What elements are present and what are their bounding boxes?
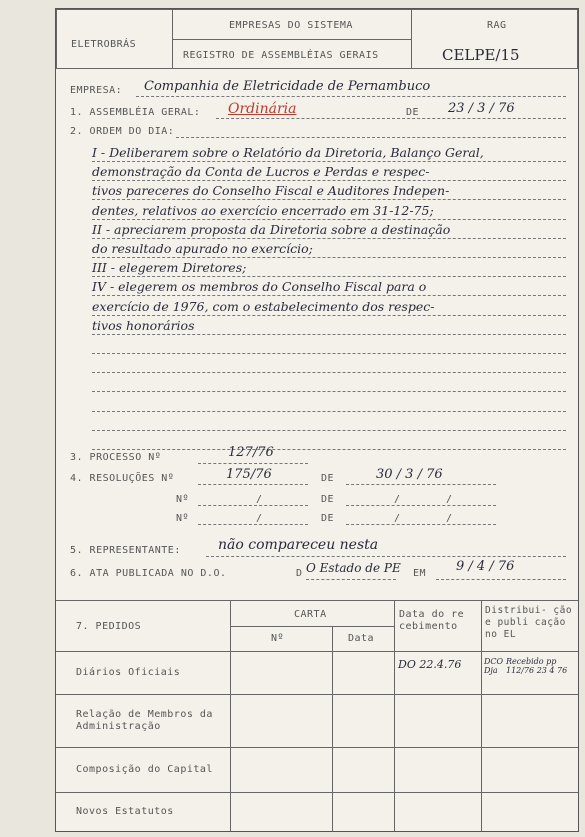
- pedidos-label: 7. PEDIDOS: [76, 621, 142, 632]
- resolucao-2-sep-a: /: [394, 494, 401, 505]
- pedido-row-label: Composição do Capital: [76, 763, 213, 775]
- carta-header: CARTA: [294, 609, 327, 620]
- registration-form: [55, 8, 579, 832]
- ordem-line: demonstração da Conta de Lucros e Perdas e respec-: [92, 164, 430, 180]
- resolucoes-label: 4. RESOLUÇÕES Nº: [70, 473, 175, 484]
- ordem-line: IV - elegerem os membros do Conselho Fiscal para o: [92, 279, 427, 295]
- resolucao-2-sep: /: [256, 494, 263, 505]
- system-cell: [172, 9, 412, 40]
- ordem-line: exercício de 1976, com o estabelecimento dos respec-: [92, 298, 435, 314]
- rag-value: CELPE/15: [442, 46, 520, 64]
- assembleia-de-label: DE: [406, 107, 420, 118]
- pedido-row-label: Relação de Membros da Administração: [76, 708, 213, 732]
- resolucao-2-de: DE: [321, 494, 335, 505]
- register-cell: [172, 39, 412, 69]
- resolucao-1-de: DE: [321, 473, 335, 484]
- ordem-line: III - elegerem Diretores;: [92, 260, 247, 276]
- ordem-line: I - Deliberarem sobre o Relatório da Diretoria, Balanço Geral,: [92, 145, 484, 160]
- org-cell: [56, 9, 173, 69]
- resolucao-3-de: DE: [321, 513, 335, 524]
- pedido-row-dist_a: DCO Dja: [484, 657, 504, 675]
- register-title: REGISTRO DE ASSEMBLÉIAS GERAIS: [183, 50, 379, 61]
- representante-value: não compareceu nesta: [218, 537, 379, 553]
- ordem-line: do resultado apurado no exercício;: [92, 241, 313, 256]
- resolucao-3-sep-b: /: [446, 513, 453, 524]
- resolucao-3-sep: /: [256, 513, 263, 524]
- resolucao-2-sep-b: /: [446, 494, 453, 505]
- recebimento-header: Data do re cebimento: [399, 609, 465, 632]
- ata-label: 6. ATA PUBLICADA NO D.O.: [70, 568, 227, 579]
- rag-cell: [411, 9, 578, 69]
- org-name: ELETROBRÁS: [71, 39, 137, 50]
- distribuicao-header: Distribui- ção e publi cação no EL: [485, 605, 573, 640]
- pedido-row-label: Diários Oficiais: [76, 666, 181, 678]
- empresa-label: EMPRESA:: [70, 85, 123, 96]
- ata-newspaper: O Estado de PE: [306, 561, 401, 575]
- processo-value: 127/76: [228, 445, 274, 460]
- resolucao-1-number: 175/76: [226, 467, 272, 482]
- processo-label: 3. PROCESSO Nº: [70, 452, 162, 463]
- pedido-row-label: Novos Estatutos: [76, 805, 174, 817]
- resolucao-1-date: 30 / 3 / 76: [376, 467, 443, 482]
- representante-label: 5. REPRESENTANTE:: [70, 545, 181, 556]
- resolucao-2-no: Nº: [176, 494, 190, 505]
- system-title: EMPRESAS DO SISTEMA: [229, 20, 353, 31]
- pedido-row-dist_b: Recebido pp 112/76 23 4 76: [506, 657, 568, 675]
- ordem-label: 2. ORDEM DO DIA:: [70, 126, 175, 137]
- resolucao-3-sep-a: /: [394, 513, 401, 524]
- ordem-line: II - apreciarem proposta da Diretoria sobre a destinação: [92, 221, 451, 237]
- ordem-line: dentes, relativos ao exercício encerrado em 31-12-75;: [92, 202, 434, 218]
- resolucao-3-no: Nº: [176, 513, 190, 524]
- carta-no-header: Nº: [271, 633, 285, 644]
- assembleia-date: 23 / 3 / 76: [448, 101, 515, 116]
- ordem-line: tivos honorários: [92, 317, 195, 333]
- empresa-value: Companhia de Eletricidade de Pernambuco: [144, 79, 431, 94]
- assembleia-label: 1. ASSEMBLÉIA GERAL:: [70, 107, 201, 118]
- ata-d-label: D: [296, 568, 303, 579]
- rag-label: RAG: [487, 20, 507, 31]
- carta-data-header: Data: [348, 633, 375, 644]
- ordem-line: tivos pareceres do Conselho Fiscal e Auditores Indepen-: [92, 183, 450, 199]
- assembleia-type: Ordinária: [228, 101, 297, 117]
- ata-em-label: EM: [413, 568, 427, 579]
- pedido-row-receb: DO 22.4.76: [398, 658, 462, 671]
- ata-date: 9 / 4 / 76: [456, 559, 515, 574]
